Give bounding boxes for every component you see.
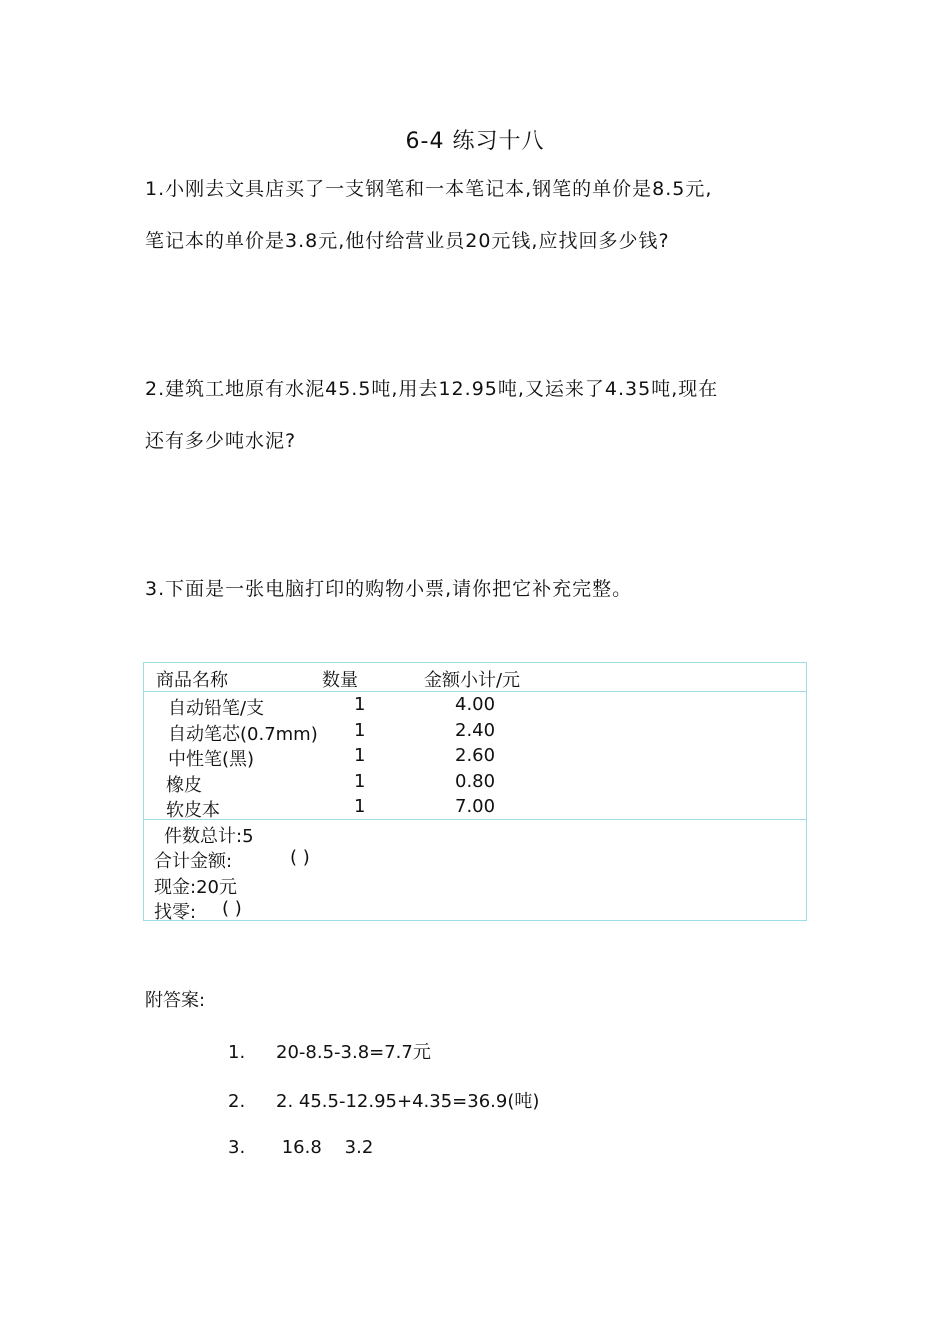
question-1-line-1: 1.小刚去文具店买了一支钢笔和一本笔记本,钢笔的单价是8.5元, (145, 178, 713, 200)
item-name: 橡皮 (166, 775, 202, 796)
answer-text: 16.8 3.2 (276, 1137, 374, 1158)
item-amount: 0.80 (455, 771, 496, 792)
item-name: 中性笔(黑) (168, 749, 255, 770)
change-blank: ( ) (222, 898, 242, 919)
receipt-item-row (144, 794, 806, 819)
answer-text: 20-8.5-3.8=7.7元 (276, 1042, 431, 1063)
header-name: 商品名称 (156, 670, 228, 691)
question-2-line-1: 2.建筑工地原有水泥45.5吨,用去12.95吨,又运来了4.35吨,现在 (145, 378, 719, 400)
answer-text: 2. 45.5-12.95+4.35=36.9(吨) (276, 1091, 540, 1112)
page-title: 6-4 练习十八 (405, 129, 545, 154)
answer-3 (228, 1137, 373, 1158)
shopping-receipt (143, 662, 807, 921)
total-count: 件数总计:5 (164, 826, 254, 847)
answer-1 (228, 1038, 431, 1064)
receipt-item-row (144, 743, 806, 768)
item-name: 软皮本 (166, 800, 220, 821)
receipt-items (144, 691, 806, 820)
receipt-summary (144, 820, 806, 923)
question-1 (145, 163, 825, 267)
answer-2 (228, 1087, 539, 1113)
receipt-item-row (144, 769, 806, 794)
header-qty: 数量 (322, 670, 358, 691)
receipt-item-row (144, 692, 806, 717)
answers-title: 附答案: (145, 990, 206, 1011)
item-qty: 1 (354, 745, 366, 766)
change-label: 找零: (154, 902, 197, 923)
question-1-line-2: 笔记本的单价是3.8元,他付给营业员20元钱,应找回多少钱? (145, 230, 670, 252)
item-amount: 7.00 (455, 796, 496, 817)
question-2-line-2: 还有多少吨水泥? (145, 430, 297, 452)
item-name: 自动铅笔/支 (168, 698, 265, 719)
item-amount: 2.60 (455, 745, 496, 766)
question-3 (145, 563, 825, 615)
item-amount: 4.00 (455, 694, 496, 715)
answer-number: 2. (228, 1091, 246, 1112)
total-amount-label: 合计金额: (154, 851, 233, 872)
receipt-header (144, 663, 806, 692)
header-amount: 金额小计/元 (424, 670, 521, 691)
item-qty: 1 (354, 694, 366, 715)
cash-paid: 现金:20元 (154, 877, 237, 898)
item-qty: 1 (354, 771, 366, 792)
answer-number: 1. (228, 1042, 246, 1063)
item-qty: 1 (354, 796, 366, 817)
total-amount-blank: ( ) (290, 847, 310, 868)
item-name: 自动笔芯(0.7mm) (168, 724, 318, 745)
question-2 (145, 363, 825, 467)
question-3-line-1: 3.下面是一张电脑打印的购物小票,请你把它补充完整。 (145, 578, 633, 600)
item-qty: 1 (354, 720, 366, 741)
item-amount: 2.40 (455, 720, 496, 741)
answer-number: 3. (228, 1137, 246, 1158)
receipt-item-row (144, 718, 806, 743)
